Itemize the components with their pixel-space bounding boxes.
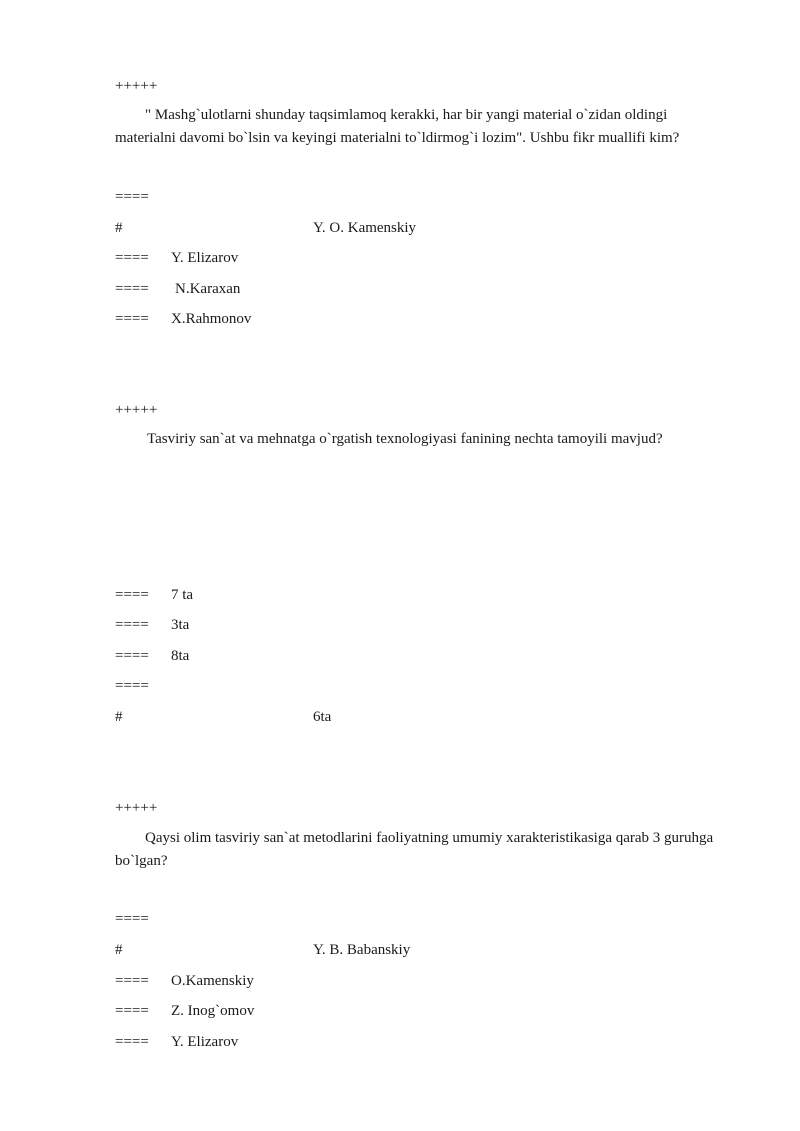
option-text: 8ta <box>171 648 190 664</box>
option-text: X.Rahmonov <box>171 311 252 327</box>
option-marker: ==== <box>115 587 149 603</box>
question-text: " Mashg`ulotlarni shunday taqsimlamoq kerakki, har bir yangi material o`zidan oldingi materialni davomi bo`lsin va keyingi materialni to`ldirmog`i lozim". Ushbu fikr muallifi kim? <box>115 107 680 146</box>
option-text: Z. Inog`omov <box>171 1003 255 1019</box>
separator-marker: ==== <box>115 911 149 927</box>
separator-marker: ==== <box>115 189 149 205</box>
question-start-marker: +++++ <box>115 402 158 418</box>
option-marker: ==== <box>115 250 149 266</box>
option-text: 3ta <box>171 617 190 633</box>
separator-marker: ==== <box>115 678 149 694</box>
option-marker: ==== <box>115 311 149 327</box>
option-text: N.Karaxan <box>175 281 241 297</box>
correct-answer-text: Y. B. Babanskiy <box>313 942 411 958</box>
option-text: Y. Elizarov <box>171 250 239 266</box>
option-marker: ==== <box>115 973 149 989</box>
option-text: O.Kamenskiy <box>171 973 254 989</box>
option-marker: ==== <box>115 617 149 633</box>
correct-answer-marker: # <box>115 709 123 725</box>
correct-answer-marker: # <box>115 220 123 236</box>
option-marker: ==== <box>115 648 149 664</box>
question-text: Qaysi olim tasviriy san`at metodlarini faoliyatning umumiy xarakteristikasiga qarab 3 guruhga bo`lgan? <box>115 830 714 869</box>
option-marker: ==== <box>115 281 149 297</box>
question-start-marker: +++++ <box>115 800 158 816</box>
correct-answer-text: 6ta <box>313 709 332 725</box>
question-text: Tasviriy san`at va mehnatga o`rgatish texnologiyasi fanining nechta tamoyili mavjud? <box>147 431 663 447</box>
correct-answer-marker: # <box>115 942 123 958</box>
option-marker: ==== <box>115 1034 149 1050</box>
option-text: 7 ta <box>171 587 194 603</box>
correct-answer-text: Y. O. Kamenskiy <box>313 220 417 236</box>
option-marker: ==== <box>115 1003 149 1019</box>
question-start-marker: +++++ <box>115 78 158 94</box>
option-text: Y. Elizarov <box>171 1034 239 1050</box>
